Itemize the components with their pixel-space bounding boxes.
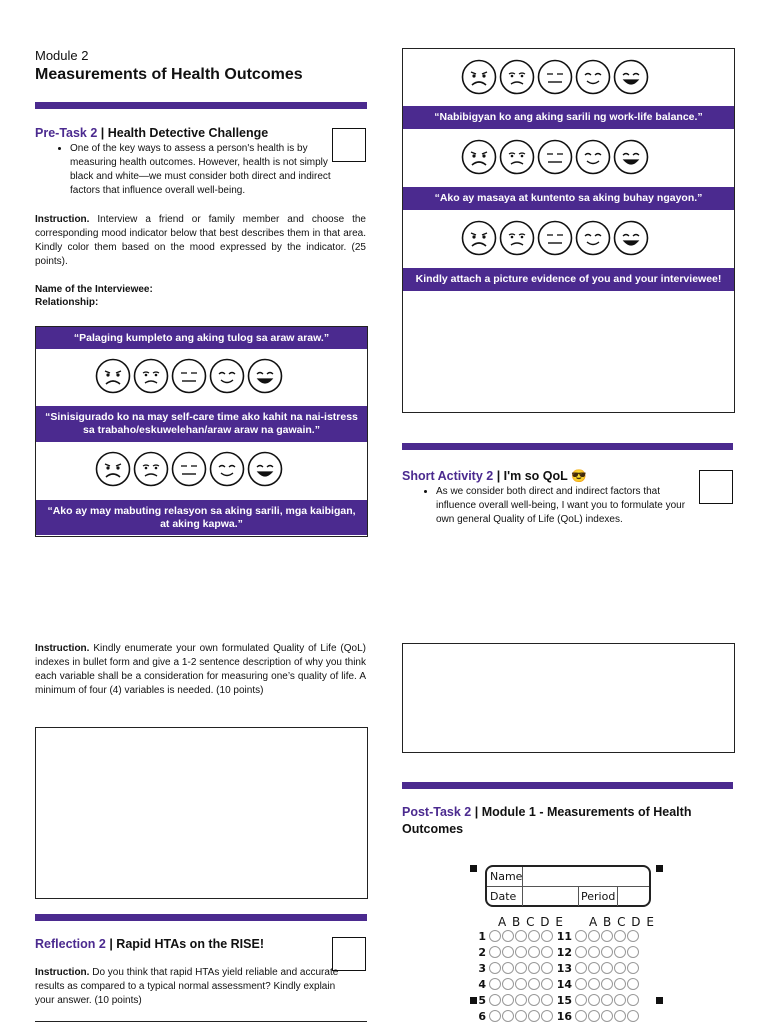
short-activity-checkbox[interactable]: [699, 470, 733, 504]
module-label: Module 2: [35, 48, 89, 63]
answer-bubble[interactable]: [528, 930, 540, 942]
name-field-label: Name: [487, 867, 523, 886]
content-face-icon[interactable]: [209, 358, 245, 394]
question-number: 3: [478, 961, 486, 975]
unhappy-face-icon[interactable]: [133, 358, 169, 394]
mood-face-row: [461, 139, 649, 175]
happy-face-icon[interactable]: [613, 59, 649, 95]
instruction-label: Instruction.: [35, 967, 90, 978]
short-activity-bullet: • As we consider both direct and indirect factors that influence overall well-being, I want you to formulate your own general Quality of Life (QoL) indexes.: [436, 485, 693, 527]
answer-bubble[interactable]: [502, 962, 514, 974]
answer-bubble[interactable]: [575, 978, 587, 990]
mood-statement: “Ako ay may mabuting relasyon sa aking sarili, mga kaibigan, at aking kapwa.”: [36, 500, 367, 535]
divider-bar: [35, 914, 367, 921]
question-number: 5: [478, 993, 486, 1007]
mood-statement: “Sinisigurado ko na may self-care time ako kahit na nai-istress sa trabaho/eskuwelehan/araw araw na gawain.”: [36, 406, 367, 442]
pretask-bullet: • One of the key ways to assess a person's health is by measuring health outcomes. However, health is not simply black and white—we must consider both direct and indirect factors that influence overall well-being.: [70, 142, 348, 198]
reflection-answer-box-top: [35, 1021, 367, 1022]
instruction-text: Kindly enumerate your own formulated Quality of Life (QoL) indexes in bullet form and give a 1-2 sentence description of why you think each variable shall be a consideration for measuring one’s quality of life. A minimum of four (4) variables is needed. (10 points): [35, 643, 366, 696]
question-number: 6: [478, 1009, 486, 1023]
instruction-text: Do you think that rapid HTAs yield reliable and accurate results as compared to a typical normal assessment? Kindly explain your answer. (10 points): [35, 967, 339, 1006]
answer-bubble[interactable]: [627, 994, 639, 1006]
question-number: 4: [478, 977, 486, 991]
answer-bubble[interactable]: [489, 978, 501, 990]
picture-evidence-label: Kindly attach a picture evidence of you and your interviewee!: [403, 268, 734, 291]
answer-bubble[interactable]: [614, 946, 626, 958]
pretask-instruction: [35, 213, 366, 269]
answer-bubble[interactable]: [601, 978, 613, 990]
reflection-heading: [35, 937, 264, 951]
answer-bubble[interactable]: [601, 994, 613, 1006]
letters-header: A B C D E: [589, 915, 655, 929]
reflection-instruction: [35, 966, 345, 1008]
content-face-icon[interactable]: [575, 220, 611, 256]
answer-row: [466, 992, 554, 1008]
mood-face-row: [95, 358, 283, 394]
answer-bubble[interactable]: [588, 994, 600, 1006]
answer-bubble[interactable]: [588, 962, 600, 974]
answer-bubble[interactable]: [614, 962, 626, 974]
answer-bubble[interactable]: [601, 930, 613, 942]
answer-bubble[interactable]: [502, 978, 514, 990]
sad-face-icon[interactable]: [95, 451, 131, 487]
pretask-label: Pre-Task 2: [35, 126, 98, 140]
answer-row: [552, 1008, 640, 1024]
mood-statement: “Palaging kumpleto ang aking tulog sa araw araw.”: [36, 327, 367, 349]
answer-bubble[interactable]: [614, 978, 626, 990]
answer-bubble[interactable]: [528, 978, 540, 990]
question-number: 16: [556, 1009, 572, 1023]
pretask-heading: [35, 126, 268, 140]
short-activity-label: Short Activity 2: [402, 469, 494, 483]
question-number: 2: [478, 945, 486, 959]
answer-column-left: [466, 928, 554, 1024]
answer-bubble[interactable]: [502, 1010, 514, 1022]
content-face-icon[interactable]: [209, 451, 245, 487]
relationship-label: Relationship:: [35, 297, 99, 308]
answer-row: [466, 928, 554, 944]
answer-row: [552, 976, 640, 992]
question-number: 1: [478, 929, 486, 943]
posttask-heading: [402, 804, 722, 838]
qol-answer-box-right[interactable]: [402, 643, 735, 753]
neutral-face-icon[interactable]: [537, 220, 573, 256]
answer-bubble[interactable]: [502, 930, 514, 942]
neutral-face-icon[interactable]: [171, 451, 207, 487]
answer-bubble[interactable]: [489, 1010, 501, 1022]
answer-bubble[interactable]: [502, 994, 514, 1006]
happy-face-icon[interactable]: [613, 139, 649, 175]
interviewee-name-label: Name of the Interviewee:: [35, 284, 153, 295]
answer-bubble[interactable]: [588, 1010, 600, 1022]
qol-answer-box[interactable]: [35, 727, 368, 899]
answer-bubble[interactable]: [575, 930, 587, 942]
mood-face-row: [461, 59, 649, 95]
answer-bubble[interactable]: [489, 946, 501, 958]
answer-bubble[interactable]: [502, 946, 514, 958]
mood-statement: “Ako ay masaya at kuntento sa aking buhay ngayon.”: [403, 187, 734, 210]
mood-face-row: [461, 220, 649, 256]
answer-bubble[interactable]: [601, 1010, 613, 1022]
answer-sheet: [466, 860, 666, 1024]
answer-bubble[interactable]: [588, 930, 600, 942]
registration-mark: [470, 997, 477, 1004]
sad-face-icon[interactable]: [461, 139, 497, 175]
sad-face-icon[interactable]: [461, 59, 497, 95]
answer-row: [466, 1008, 554, 1024]
neutral-face-icon[interactable]: [171, 358, 207, 394]
answer-row: [466, 976, 554, 992]
answer-bubble[interactable]: [528, 962, 540, 974]
divider-bar: [35, 102, 367, 109]
answer-bubble[interactable]: [627, 978, 639, 990]
unhappy-face-icon[interactable]: [499, 59, 535, 95]
qol-instruction: [35, 642, 366, 698]
answer-bubble[interactable]: [575, 994, 587, 1006]
answer-bubble[interactable]: [489, 962, 501, 974]
answer-bubble[interactable]: [489, 994, 501, 1006]
answer-bubble[interactable]: [528, 994, 540, 1006]
answer-row: [466, 944, 554, 960]
answer-bubble[interactable]: [575, 946, 587, 958]
instruction-label: Instruction.: [35, 214, 90, 225]
question-number: 12: [556, 945, 572, 959]
registration-mark: [656, 997, 663, 1004]
question-number: 14: [556, 977, 572, 991]
answer-bubble[interactable]: [489, 930, 501, 942]
answer-bubble[interactable]: [575, 1010, 587, 1022]
question-number: 11: [556, 929, 572, 943]
answer-bubble[interactable]: [515, 978, 527, 990]
posttask-label: Post-Task 2: [402, 805, 472, 819]
posttask-subtitle: | Module 1 - Measurements of Health Outcomes: [402, 805, 692, 836]
answer-bubble[interactable]: [614, 994, 626, 1006]
question-number: 13: [556, 961, 572, 975]
reflection-subtitle: | Rapid HTAs on the RISE!: [105, 937, 264, 951]
answer-bubble[interactable]: [614, 1010, 626, 1022]
answer-bubble[interactable]: [627, 930, 639, 942]
mood-statement: “Nabibigyan ko ang aking sarili ng work-life balance.”: [403, 106, 734, 129]
answer-bubble[interactable]: [588, 946, 600, 958]
page-title: Measurements of Health Outcomes: [35, 66, 303, 83]
instruction-text: Interview a friend or family member and choose the corresponding mood indicator below that best describes them in that area. Kindly color them based on the mood expressed by the indicator. (25 points).: [35, 214, 366, 267]
divider-bar: [402, 443, 733, 450]
answer-bubble[interactable]: [528, 1010, 540, 1022]
registration-mark: [656, 865, 663, 872]
answer-bubble[interactable]: [627, 962, 639, 974]
happy-face-icon[interactable]: [247, 358, 283, 394]
answer-bubble[interactable]: [601, 946, 613, 958]
answer-row: [466, 960, 554, 976]
answer-row: [552, 992, 640, 1008]
answer-bubble[interactable]: [601, 962, 613, 974]
registration-mark: [470, 865, 477, 872]
neutral-face-icon[interactable]: [537, 59, 573, 95]
answer-row: [552, 944, 640, 960]
answer-row: [552, 928, 640, 944]
answer-bubble[interactable]: [515, 930, 527, 942]
divider-bar: [402, 782, 733, 789]
letters-header: A B C D E: [498, 915, 564, 929]
answer-column-right: [552, 928, 640, 1024]
period-field-label: Period: [579, 887, 618, 906]
mood-face-row: [95, 451, 283, 487]
sad-face-icon[interactable]: [95, 358, 131, 394]
short-activity-heading: [402, 469, 587, 484]
happy-face-icon[interactable]: [247, 451, 283, 487]
unhappy-face-icon[interactable]: [499, 139, 535, 175]
answer-bubble[interactable]: [515, 946, 527, 958]
unhappy-face-icon[interactable]: [133, 451, 169, 487]
answer-bubble[interactable]: [575, 962, 587, 974]
sad-face-icon[interactable]: [461, 220, 497, 256]
reflection-label: Reflection 2: [35, 937, 106, 951]
answer-bubble[interactable]: [614, 930, 626, 942]
answer-row: [552, 960, 640, 976]
answer-bubble[interactable]: [528, 946, 540, 958]
short-activity-bullet-list: [418, 485, 693, 527]
short-activity-subtitle: | I'm so QoL 😎: [493, 469, 587, 483]
answer-bubble[interactable]: [515, 962, 527, 974]
question-number: 15: [556, 993, 572, 1007]
happy-face-icon[interactable]: [613, 220, 649, 256]
answer-bubble[interactable]: [627, 946, 639, 958]
name-date-box: [485, 865, 651, 907]
answer-bubble[interactable]: [515, 1010, 527, 1022]
pretask-bullet-list: [52, 142, 348, 198]
content-face-icon[interactable]: [575, 139, 611, 175]
date-field-label: Date: [487, 887, 523, 906]
content-face-icon[interactable]: [575, 59, 611, 95]
pretask-subtitle: | Health Detective Challenge: [97, 126, 269, 140]
answer-bubble[interactable]: [627, 1010, 639, 1022]
answer-bubble[interactable]: [515, 994, 527, 1006]
neutral-face-icon[interactable]: [537, 139, 573, 175]
instruction-label: Instruction.: [35, 643, 90, 654]
unhappy-face-icon[interactable]: [499, 220, 535, 256]
answer-bubble[interactable]: [588, 978, 600, 990]
